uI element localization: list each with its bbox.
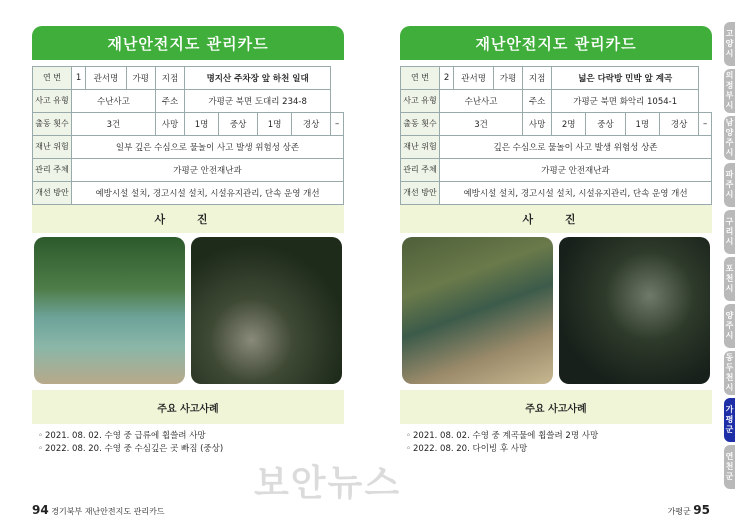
value-type: 수난사고 <box>440 90 523 113</box>
label-plan: 개선 방안 <box>33 182 72 205</box>
right-info-table <box>400 66 712 205</box>
left-card <box>32 26 344 456</box>
river-photo <box>34 237 185 384</box>
tab-region[interactable]: 동두천시 <box>725 353 734 393</box>
value-dead: 1명 <box>185 113 219 136</box>
value-dead: 2명 <box>552 113 586 136</box>
label-type: 사고 유형 <box>401 90 440 113</box>
left-card-title: 재난안전지도 관리카드 <box>32 26 344 60</box>
value-heavy: 1명 <box>625 113 659 136</box>
label-count: 출동 횟수 <box>33 113 72 136</box>
page-number: 94 <box>32 503 49 517</box>
tab-region[interactable]: 구리시 <box>724 210 735 254</box>
tab-region[interactable]: 포천시 <box>724 257 735 301</box>
label-addr: 주소 <box>155 90 184 113</box>
tab-region[interactable]: 남양주시 <box>725 118 734 158</box>
right-card-title: 재난안전지도 관리카드 <box>400 26 712 60</box>
right-card <box>400 26 712 456</box>
region-tabs <box>724 22 750 492</box>
label-risk: 재난 위험 <box>401 136 440 159</box>
right-cases-title: 주요 사고사례 <box>400 390 712 424</box>
value-type: 수난사고 <box>72 90 156 113</box>
tab-region[interactable]: 파주시 <box>724 163 735 207</box>
tab-region[interactable]: 양주시 <box>724 304 735 348</box>
value-addr: 가평군 북면 도대리 234-8 <box>185 90 331 113</box>
label-office: 관서명 <box>86 67 126 90</box>
value-addr: 가평군 북면 화악리 1054-1 <box>552 90 699 113</box>
tab-region[interactable]: 의정부시 <box>725 71 734 111</box>
label-dead: 사망 <box>155 113 184 136</box>
value-no: 2 <box>440 67 454 90</box>
case-item: ◦ 2021. 08. 02. 수영 중 계곡물에 휩쓸려 2명 사망 <box>406 430 706 443</box>
footer-text: 경기북부 재난안전지도 관리카드 <box>51 507 165 516</box>
label-heavy: 중상 <box>586 113 625 136</box>
left-footer <box>32 503 165 517</box>
label-addr: 주소 <box>523 90 552 113</box>
tab-region[interactable]: 고양시 <box>724 22 735 66</box>
value-spot: 명지산 주차장 앞 하천 일대 <box>185 67 331 90</box>
label-type: 사고 유형 <box>33 90 72 113</box>
label-spot: 지점 <box>523 67 552 90</box>
value-no: 1 <box>72 67 86 90</box>
label-light: 경상 <box>292 113 331 136</box>
value-risk: 일부 깊은 수심으로 물놀이 사고 발생 위험성 상존 <box>72 136 344 159</box>
value-count: 3건 <box>440 113 523 136</box>
value-heavy: 1명 <box>258 113 292 136</box>
value-mgr: 가평군 안전재난과 <box>72 159 344 182</box>
label-light: 경상 <box>659 113 698 136</box>
label-risk: 재난 위험 <box>33 136 72 159</box>
left-case-list <box>32 424 344 456</box>
right-footer <box>668 503 710 517</box>
right-photos <box>400 233 712 388</box>
case-item: ◦ 2022. 08. 20. 수영 중 수심깊은 곳 빠짐 (중상) <box>38 443 338 456</box>
value-light: – <box>331 113 344 136</box>
case-item: ◦ 2022. 08. 20. 다이빙 후 사망 <box>406 443 706 456</box>
label-plan: 개선 방안 <box>401 182 440 205</box>
footer-text: 가평군 <box>667 507 691 516</box>
label-no: 연 번 <box>33 67 72 90</box>
value-risk: 깊은 수심으로 물놀이 사고 발생 위험성 상존 <box>440 136 712 159</box>
aerial-map-photo <box>559 237 710 384</box>
label-dead: 사망 <box>523 113 552 136</box>
page-number: 95 <box>693 503 710 517</box>
tab-region-active[interactable]: 가평군 <box>724 398 735 442</box>
label-spot: 지점 <box>155 67 184 90</box>
right-photo-title: 사 진 <box>400 205 712 233</box>
label-heavy: 중상 <box>219 113 258 136</box>
case-item: ◦ 2021. 08. 02. 수영 중 급류에 휩쓸려 사망 <box>38 430 338 443</box>
value-plan: 예방시설 설치, 경고시설 설치, 시설유지관리, 단속 운영 개선 <box>72 182 344 205</box>
left-cases-title: 주요 사고사례 <box>32 390 344 424</box>
left-photos <box>32 233 344 388</box>
aerial-map-photo <box>191 237 342 384</box>
tab-region[interactable]: 연천군 <box>724 445 735 489</box>
label-mgr: 관리 주체 <box>401 159 440 182</box>
label-no: 연 번 <box>401 67 440 90</box>
valley-photo <box>402 237 553 384</box>
value-office: 가평 <box>494 67 523 90</box>
value-mgr: 가평군 안전재난과 <box>440 159 712 182</box>
right-page <box>375 0 750 529</box>
right-case-list <box>400 424 712 456</box>
value-light: – <box>699 113 712 136</box>
value-spot: 넓은 다락방 민박 앞 계곡 <box>552 67 699 90</box>
value-office: 가평 <box>126 67 155 90</box>
watermark-logo: 보안뉴스 <box>254 463 402 504</box>
left-info-table <box>32 66 344 205</box>
label-mgr: 관리 주체 <box>33 159 72 182</box>
left-photo-title: 사 진 <box>32 205 344 233</box>
label-count: 출동 횟수 <box>401 113 440 136</box>
value-plan: 예방시설 설치, 경고시설 설치, 시설유지관리, 단속 운영 개선 <box>440 182 712 205</box>
value-count: 3건 <box>72 113 156 136</box>
label-office: 관서명 <box>454 67 494 90</box>
